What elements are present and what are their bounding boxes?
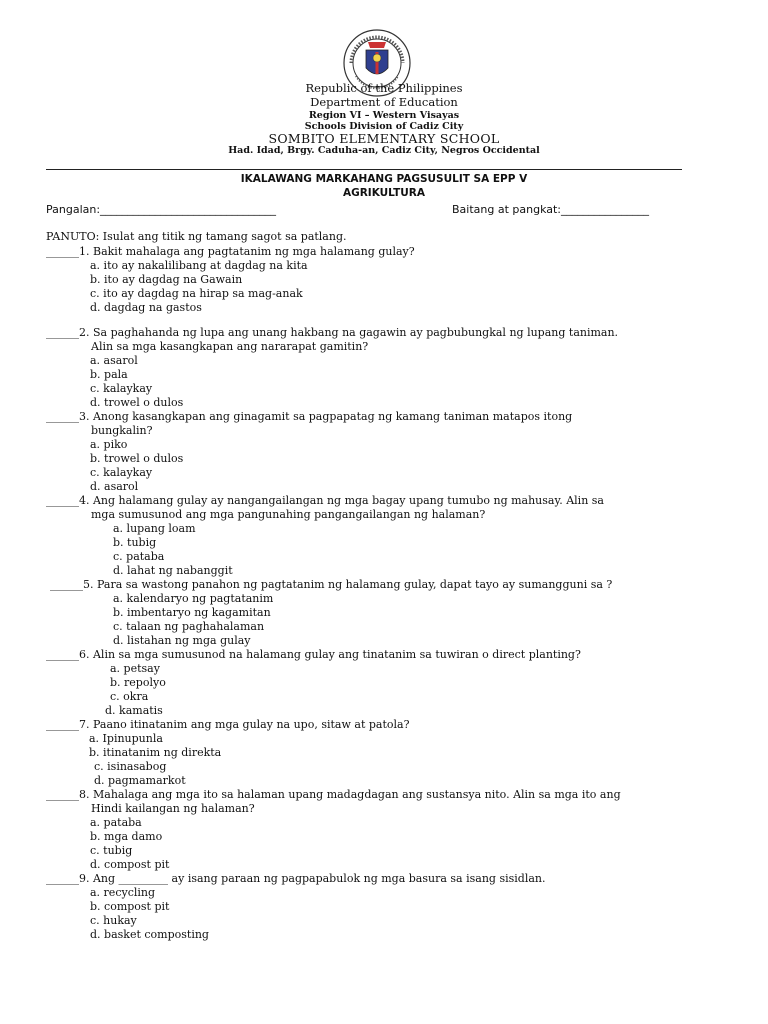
- question-8-choice-a: a. pataba: [90, 816, 142, 829]
- question-1-choice-c: c. ito ay dagdag na hirap sa mag-anak: [90, 287, 303, 300]
- question-5-choice-c: c. talaan ng paghahalaman: [113, 620, 265, 633]
- question-9-choice-d: d. basket composting: [90, 928, 209, 941]
- grade-section-field[interactable]: Baitang at pangkat:________________: [452, 203, 650, 216]
- question-1-text[interactable]: ______1. Bakit mahalaga ang pagtatanim ng mga halamang gulay?: [46, 245, 415, 258]
- question-3-choice-c: c. kalaykay: [90, 466, 153, 479]
- name-field[interactable]: Pangalan:________________________________: [46, 203, 277, 216]
- question-6-choice-a: a. petsay: [110, 662, 160, 675]
- question-2-text[interactable]: ______2. Sa paghahanda ng lupa ang unang hakbang na gagawin ay pagbubungkal ng lupang taniman.: [46, 326, 619, 339]
- question-8-choice-d: d. compost pit: [90, 858, 170, 871]
- question-4-text-cont: mga sumusunod ang mga pangunahing pangangailangan ng halaman?: [91, 508, 486, 521]
- instructions: PANUTO: Isulat ang titik ng tamang sagot sa patlang.: [46, 230, 347, 243]
- question-4-choice-a: a. lupang loam: [113, 522, 196, 535]
- exam-title: IKALAWANG MARKAHANG PAGSUSULIT SA EPP V: [240, 173, 528, 185]
- question-9-choice-a: a. recycling: [90, 886, 156, 899]
- question-7-choice-a: a. Ipinupunla: [89, 732, 163, 745]
- question-5-choice-d: d. listahan ng mga gulay: [113, 634, 251, 647]
- question-9-choice-b: b. compost pit: [90, 900, 170, 913]
- question-2-choice-a: a. asarol: [90, 354, 138, 367]
- question-8-text-cont: Hindi kailangan ng halaman?: [91, 802, 255, 815]
- question-3-choice-d: d. asarol: [90, 480, 139, 493]
- question-2-choice-c: c. kalaykay: [90, 382, 153, 395]
- question-4-choice-d: d. lahat ng nabanggit: [113, 564, 233, 577]
- question-6-text[interactable]: ______6. Alin sa mga sumusunod na halamang gulay ang tinatanim sa tuwiran o direct planting?: [46, 648, 581, 661]
- question-4-choice-b: b. tubig: [113, 536, 157, 549]
- question-7-choice-b: b. itinatanim ng direkta: [89, 746, 222, 759]
- question-2-choice-d: d. trowel o dulos: [90, 396, 184, 409]
- question-3-text[interactable]: ______3. Anong kasangkapan ang ginagamit sa pagpapatag ng kamang taniman matapos itong: [46, 410, 573, 423]
- question-6-choice-b: b. repolyo: [110, 676, 166, 689]
- question-8-choice-b: b. mga damo: [90, 830, 163, 843]
- question-2-choice-b: b. pala: [90, 368, 128, 381]
- question-9-choice-c: c. hukay: [90, 914, 137, 927]
- question-7-choice-d: d. pagmamarkot: [94, 774, 186, 787]
- question-1-choice-d: d. dagdag na gastos: [90, 301, 202, 314]
- question-3-choice-a: a. piko: [90, 438, 128, 451]
- question-3-choice-b: b. trowel o dulos: [90, 452, 184, 465]
- header-region: Region VI – Western Visayas: [308, 110, 460, 121]
- question-7-text[interactable]: ______7. Paano itinatanim ang mga gulay na upo, sitaw at patola?: [46, 718, 410, 731]
- header-department: Department of Education: [310, 95, 458, 109]
- question-1-choice-b: b. ito ay dagdag na Gawain: [90, 273, 243, 286]
- header-school: SOMBITO ELEMENTARY SCHOOL: [268, 131, 500, 146]
- question-5-text[interactable]: ______5. Para sa wastong panahon ng pagtatanim ng halamang gulay, dapat tayo ay sumangguni sa ?: [50, 578, 613, 591]
- header-country: Republic of the Philippines: [305, 81, 463, 95]
- question-8-choice-c: c. tubig: [90, 844, 133, 857]
- question-6-choice-d: d. kamatis: [105, 704, 163, 717]
- question-4-choice-c: c. pataba: [113, 550, 165, 563]
- question-7-choice-c: c. isinasabog: [94, 760, 167, 773]
- header-division: Schools Division of Cadiz City: [304, 121, 464, 132]
- question-6-choice-c: c. okra: [110, 690, 149, 703]
- question-5-choice-b: b. imbentaryo ng kagamitan: [113, 606, 271, 619]
- question-2-text-cont: Alin sa mga kasangkapan ang nararapat gamitin?: [91, 340, 369, 353]
- exam-subject: AGRIKULTURA: [342, 187, 426, 199]
- question-8-text[interactable]: ______8. Mahalaga ang mga ito sa halaman upang madagdagan ang sustansya nito. Alin sa mga ito ang: [46, 788, 621, 801]
- question-1-choice-a: a. ito ay nakalilibang at dagdag na kita: [90, 259, 308, 272]
- question-3-text-cont: bungkalin?: [91, 424, 153, 437]
- question-5-choice-a: a. kalendaryo ng pagtatanim: [113, 592, 274, 605]
- header-address: Had. Idad, Brgy. Caduha-an, Cadiz City, Negros Occidental: [228, 145, 540, 156]
- header-divider: [46, 169, 682, 170]
- question-4-text[interactable]: ______4. Ang halamang gulay ay nangangailangan ng mga bagay upang tumubo ng mahusay. Alin sa: [46, 494, 604, 507]
- question-9-text[interactable]: ______9. Ang _________ ay isang paraan ng pagpapabulok ng mga basura sa isang sisidlan.: [46, 872, 546, 885]
